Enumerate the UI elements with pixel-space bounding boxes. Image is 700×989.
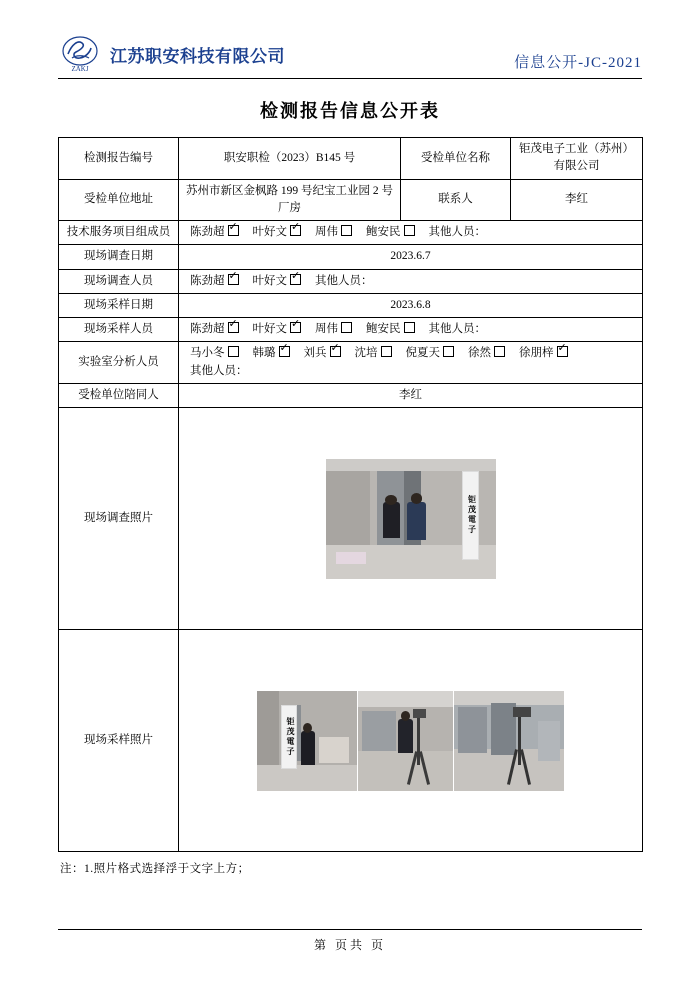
person-figure	[398, 719, 413, 753]
person-figure	[407, 502, 426, 540]
company-logo-icon	[58, 34, 102, 74]
client-value: 钜茂电子工业（苏州）有限公司	[511, 138, 643, 180]
contact-label: 联系人	[401, 179, 511, 221]
table-row	[59, 293, 643, 317]
checkbox[interactable]	[341, 225, 352, 236]
checkbox[interactable]	[557, 346, 568, 357]
table-row	[59, 221, 643, 245]
member-item: 周伟	[315, 321, 352, 338]
member-item: 徐然	[468, 345, 505, 362]
lab-people-cell	[179, 342, 643, 384]
member-item: 鲍安民	[366, 224, 415, 241]
member-item: 周伟	[315, 224, 352, 241]
member-item: 倪夏天	[406, 345, 455, 362]
checkbox[interactable]	[290, 274, 301, 285]
checkbox[interactable]	[443, 346, 454, 357]
checkbox[interactable]	[494, 346, 505, 357]
team-members-cell	[179, 221, 643, 245]
checkbox[interactable]	[290, 225, 301, 236]
svg-text:ZAKJ: ZAKJ	[71, 65, 89, 73]
table-row	[59, 383, 643, 407]
checkbox[interactable]	[279, 346, 290, 357]
report-no-label: 检测报告编号	[59, 138, 179, 180]
document-code: 信息公开-JC-2021	[514, 55, 642, 71]
sampling-photo-label: 现场采样照片	[59, 630, 179, 852]
checkbox[interactable]	[290, 322, 301, 333]
person-figure	[383, 502, 400, 538]
table-row	[59, 342, 643, 384]
lab-people-list	[184, 345, 637, 362]
checkbox[interactable]	[228, 346, 239, 357]
table-row	[59, 269, 643, 293]
sampling-others: 其他人员：	[428, 323, 486, 335]
member-item: 韩璐 ✓	[253, 345, 290, 362]
table-row	[59, 318, 643, 342]
checkbox[interactable]	[330, 346, 341, 357]
lab-others-row	[184, 363, 637, 380]
survey-photo-label: 现场调查照片	[59, 408, 179, 630]
team-members-list	[184, 224, 637, 241]
member-item: 马小冬	[190, 345, 239, 362]
contact-value: 李红	[511, 179, 643, 221]
sampling-photo-image-3	[454, 691, 564, 791]
sampling-photo-image-1	[257, 691, 357, 791]
member-item: 叶好文 ✓	[253, 224, 302, 241]
checkbox[interactable]	[341, 322, 352, 333]
member-item: 陈劲超 ✓	[190, 224, 239, 241]
info-table	[58, 137, 643, 852]
table-row	[59, 179, 643, 221]
sampling-photo-cell	[179, 630, 643, 852]
address-label: 受检单位地址	[59, 179, 179, 221]
survey-others: 其他人员：	[315, 274, 373, 287]
survey-people-label: 现场调查人员	[59, 269, 179, 293]
lab-others: 其他人员：	[190, 364, 248, 377]
survey-date-value: 2023.6.7	[179, 245, 643, 269]
sampling-date-label: 现场采样日期	[59, 293, 179, 317]
table-row	[59, 138, 643, 180]
sampling-date-value: 2023.6.8	[179, 293, 643, 317]
sampling-people-cell	[179, 318, 643, 342]
sampling-photo-image-2	[358, 691, 453, 791]
table-row	[59, 245, 643, 269]
client-label: 受检单位名称	[401, 138, 511, 180]
member-item: 叶好文 ✓	[253, 273, 302, 290]
team-others: 其他人员：	[428, 226, 486, 238]
checkbox[interactable]	[228, 322, 239, 333]
report-no-value: 职安职检（2023）B145 号	[179, 138, 401, 180]
member-item: 陈劲超 ✓	[190, 321, 239, 338]
company-name: 江苏职安科技有限公司	[110, 46, 285, 66]
lab-label: 实验室分析人员	[59, 342, 179, 384]
photo-wrap	[184, 459, 637, 579]
escort-value: 李红	[179, 383, 643, 407]
address-value: 苏州市新区金枫路 199 号纪宝工业园 2 号厂房	[179, 179, 401, 221]
checkbox[interactable]	[404, 225, 415, 236]
member-item: 鲍安民	[366, 321, 415, 338]
checkbox[interactable]	[381, 346, 392, 357]
survey-photo-cell	[179, 408, 643, 630]
team-label: 技术服务项目组成员	[59, 221, 179, 245]
sampling-people-list	[184, 321, 637, 338]
photo-banner: 钜茂電子	[462, 471, 479, 560]
member-item: 叶好文 ✓	[253, 321, 302, 338]
checkbox[interactable]	[228, 274, 239, 285]
table-row	[59, 630, 643, 852]
survey-people-cell	[179, 269, 643, 293]
sampling-people-label: 现场采样人员	[59, 318, 179, 342]
member-item: 徐朋梓✓	[519, 345, 568, 362]
checkbox[interactable]	[404, 322, 415, 333]
member-item: 刘兵 ✓	[304, 345, 341, 362]
page-footer: 第 页共 页	[58, 929, 642, 953]
footnote: 注：1.照片格式选择浮于文字上方；	[60, 863, 250, 875]
person-figure	[301, 731, 315, 765]
table-row	[59, 408, 643, 630]
member-item: 陈劲超 ✓	[190, 273, 239, 290]
checkbox[interactable]	[228, 225, 239, 236]
header-left	[58, 34, 285, 74]
photo-strip	[184, 691, 637, 791]
survey-photo-image	[326, 459, 496, 579]
page-title: 检测报告信息公开表	[260, 101, 440, 121]
survey-people-list	[184, 273, 637, 290]
survey-date-label: 现场调查日期	[59, 245, 179, 269]
page-header	[58, 26, 642, 79]
escort-label: 受检单位陪同人	[59, 383, 179, 407]
photo-banner: 钜茂電子	[281, 705, 297, 769]
member-item: 沈培	[355, 345, 392, 362]
